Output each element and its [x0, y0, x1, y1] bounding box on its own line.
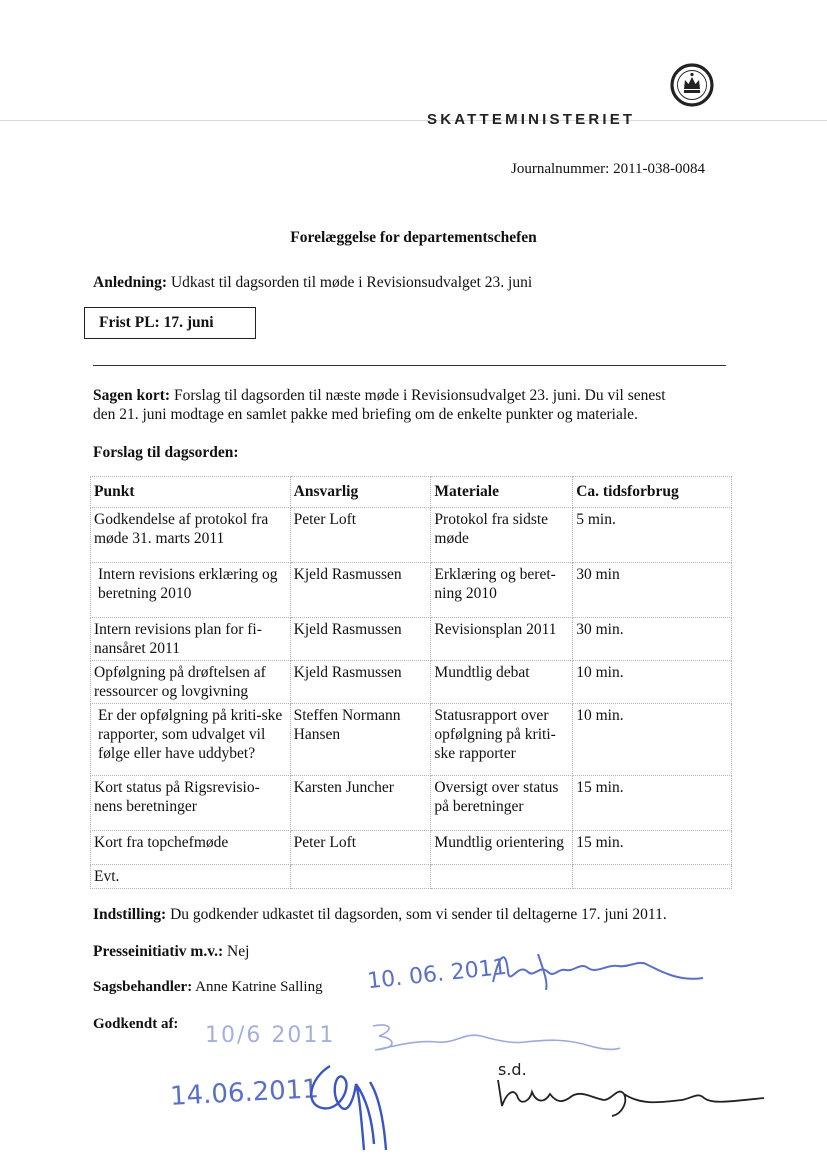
table-cell: Mundtlig debat [431, 661, 573, 704]
divider [93, 365, 726, 366]
table-row [91, 661, 732, 704]
table-row [91, 618, 732, 661]
summary-line-2: den 21. juni modtage en samlet pakke med briefing om de enkelte punkter og materiale. [93, 406, 638, 423]
table-cell: Kjeld Rasmussen [290, 618, 431, 661]
deadline-box [84, 307, 256, 339]
summary-line-1: Forslag til dagsorden til næste møde i Revisionsudvalget 23. juni. Du vil senest [173, 387, 666, 404]
recommendation-text: Du godkender udkastet til dagsorden, som vi sender til deltagerne 17. juni 2011. [170, 906, 667, 923]
summary [93, 386, 733, 424]
table-cell: Revisionsplan 2011 [431, 618, 573, 661]
table-cell: Peter Loft [290, 831, 431, 865]
table-cell: Intern revisions plan for fi-nansåret 2011 [91, 618, 291, 661]
approved-label: Godkendt af: [93, 1016, 179, 1032]
column-header: Punkt [91, 477, 291, 508]
handwritten-date-caseworker: 10. 06. 2011 [366, 954, 508, 995]
table-row [91, 704, 732, 776]
table-cell: Peter Loft [290, 508, 431, 563]
column-header: Ca. tidsforbrug [573, 477, 732, 508]
table-cell: 30 min. [573, 618, 732, 661]
table-cell: Er der opfølgning på kriti-ske rapporter, som udvalget vil følge eller have uddybet? [91, 704, 291, 776]
summary-label: Sagen kort: [93, 387, 171, 404]
table-cell: 30 min [573, 563, 732, 618]
document-title: Forelæggelse for departementschefen [290, 229, 537, 246]
table-cell: Steffen Normann Hansen [290, 704, 431, 776]
table-cell: Intern revisions erklæring og beretning 2010 [91, 563, 291, 618]
table-cell: Godkendelse af protokol fra møde 31. marts 2011 [91, 508, 291, 563]
table-cell: Kjeld Rasmussen [290, 563, 431, 618]
deadline-text: Frist PL: 17. juni [99, 314, 214, 331]
table-cell: Protokol fra sidste møde [431, 508, 573, 563]
table-cell [290, 865, 431, 889]
press-label: Presseinitiativ m.v.: [93, 943, 224, 960]
table-row [91, 865, 732, 889]
caseworker-line [93, 979, 323, 996]
column-header: Materiale [431, 477, 573, 508]
caseworker-signature [488, 942, 718, 1000]
occasion-line [93, 273, 532, 292]
table-cell: Opfølgning på drøftelsen af ressourcer og lovgivning [91, 661, 291, 704]
table-cell [573, 865, 732, 889]
table-row [91, 508, 732, 563]
table-cell: Statusrapport over opfølgning på kriti-ske rapporter [431, 704, 573, 776]
agenda-table [90, 476, 732, 889]
table-cell: Kort status på Rigsrevisio-nens beretninger [91, 776, 291, 831]
table-cell: Mundtlig orientering [431, 831, 573, 865]
table-cell: 15 min. [573, 776, 732, 831]
table-cell [431, 865, 573, 889]
table-cell: Evt. [91, 865, 291, 889]
table-cell: Kjeld Rasmussen [290, 661, 431, 704]
handwritten-date-approved: 10/6 2011 [205, 1023, 336, 1048]
table-cell: Karsten Juncher [290, 776, 431, 831]
table-cell: Erklæring og beret-ning 2010 [431, 563, 573, 618]
table-row [91, 831, 732, 865]
table-cell: 10 min. [573, 661, 732, 704]
handwritten-note: s.d. [498, 1060, 527, 1079]
table-cell: Kort fra topchefmøde [91, 831, 291, 865]
press-text: Nej [227, 943, 250, 960]
table-cell: Oversigt over status på beretninger [431, 776, 573, 831]
caseworker-label: Sagsbehandler: [93, 979, 193, 995]
approval-signature [365, 1018, 625, 1058]
bottom-signature [492, 1072, 772, 1122]
press-line [93, 942, 249, 961]
occasion-text: Udkast til dagsorden til møde i Revisionsudvalget 23. juni [170, 274, 533, 291]
recommendation-label: Indstilling: [93, 906, 167, 923]
table-cell: 10 min. [573, 704, 732, 776]
table-cell: 5 min. [573, 508, 732, 563]
caseworker-name: Anne Katrine Salling [195, 979, 323, 995]
journal-number: Journalnummer: 2011-038-0084 [511, 161, 705, 177]
crown-crest-icon [669, 62, 715, 108]
header-rule [0, 120, 827, 121]
handwritten-date-bottom: 14.06.2011 [169, 1074, 320, 1112]
occasion-label: Anledning: [93, 274, 168, 291]
table-header-row [91, 477, 732, 508]
table-row [91, 776, 732, 831]
initials-signature [300, 1058, 400, 1156]
table-cell: 15 min. [573, 831, 732, 865]
recommendation-line [93, 905, 667, 924]
agenda-heading: Forslag til dagsorden: [93, 444, 239, 461]
ministry-name: SKATTEMINISTERIET [427, 111, 636, 128]
table-row [91, 563, 732, 618]
column-header: Ansvarlig [290, 477, 431, 508]
